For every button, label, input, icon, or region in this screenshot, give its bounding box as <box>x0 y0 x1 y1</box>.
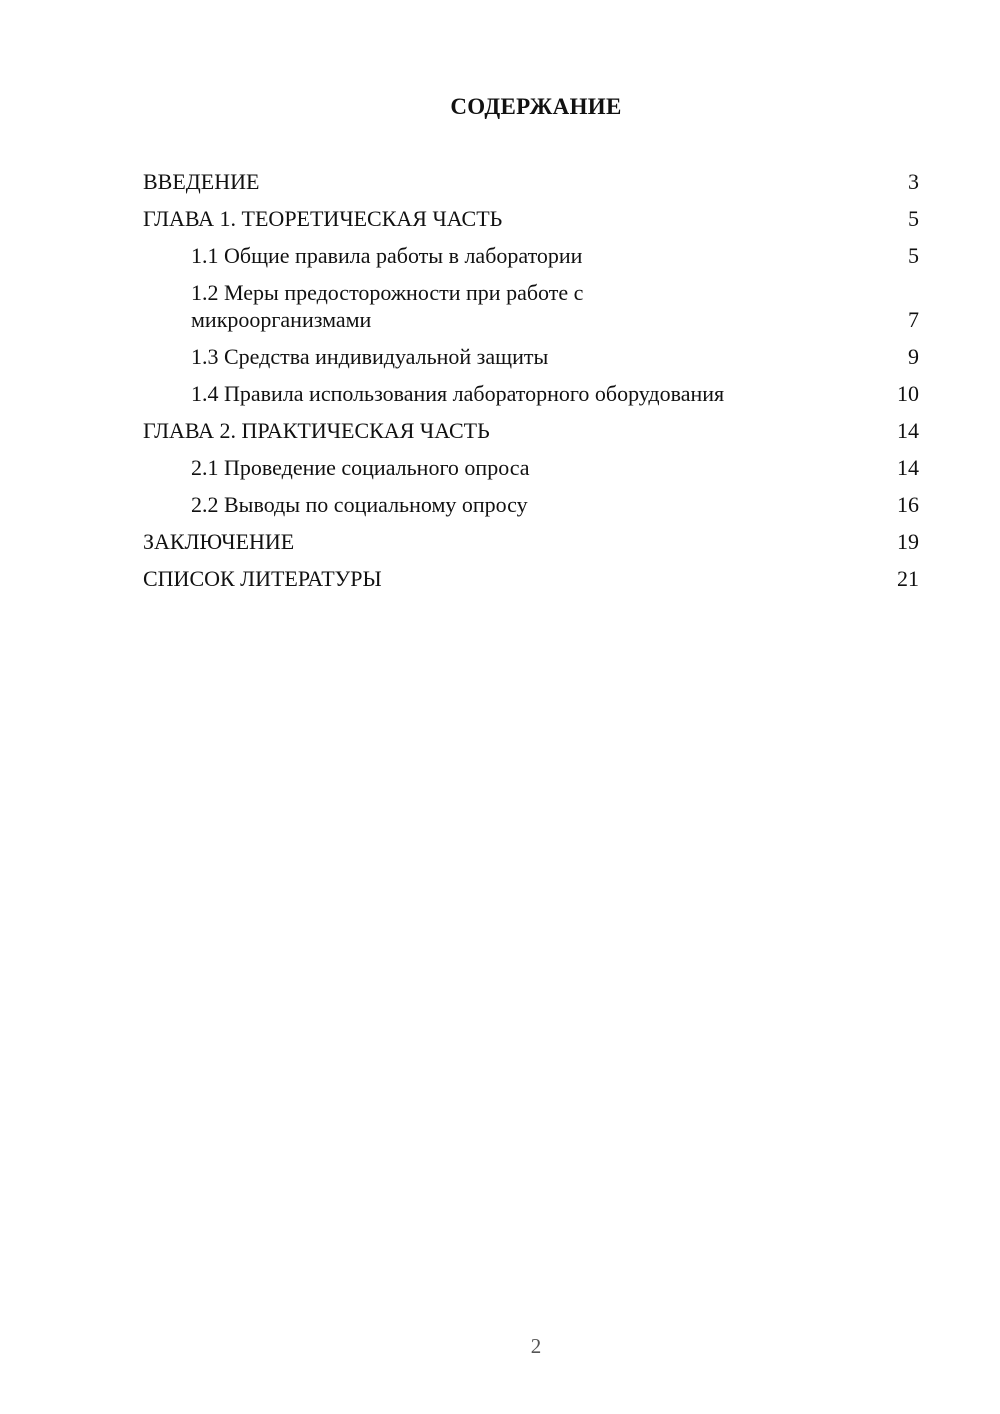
toc-entry-label: ГЛАВА 2. ПРАКТИЧЕСКАЯ ЧАСТЬ <box>143 418 490 443</box>
toc-entry-section-2-1 <box>143 454 919 481</box>
toc-entry-label: ВВЕДЕНИЕ <box>143 169 260 194</box>
toc-entry-page: 3 <box>908 169 919 194</box>
toc-entry-page: 10 <box>897 381 919 406</box>
toc-entry-page: 19 <box>897 529 919 554</box>
toc-entry-page: 16 <box>897 492 919 517</box>
toc-entry-section-2-2 <box>143 491 919 518</box>
toc-entry-label: 1.2 Меры предосторожности при работе с микроорганизмами <box>191 280 584 332</box>
toc-title: СОДЕРЖАНИЕ <box>450 94 622 119</box>
toc-entry-chapter-2 <box>143 417 919 444</box>
toc-entry-label: 1.1 Общие правила работы в лаборатории <box>191 243 583 268</box>
toc-entry-section-1-1 <box>143 242 919 269</box>
page-number: 2 <box>530 1334 542 1358</box>
toc-entry-page: 7 <box>908 307 919 332</box>
toc-entry-references <box>143 565 919 592</box>
toc-entry-label: ГЛАВА 1. ТЕОРЕТИЧЕСКАЯ ЧАСТЬ <box>143 206 503 231</box>
toc-entry-label: 2.2 Выводы по социальному опросу <box>191 492 528 517</box>
toc-entry-page: 9 <box>908 344 919 369</box>
table-of-contents <box>143 168 919 602</box>
toc-entry-introduction <box>143 168 919 195</box>
toc-entry-page: 5 <box>908 243 919 268</box>
toc-entry-page: 5 <box>908 206 919 231</box>
toc-entry-page: 14 <box>897 418 919 443</box>
toc-entry-label: ЗАКЛЮЧЕНИЕ <box>143 529 295 554</box>
toc-entry-page: 21 <box>897 566 919 591</box>
toc-entry-conclusion <box>143 528 919 555</box>
toc-entry-section-1-3 <box>143 343 919 370</box>
toc-entry-page: 14 <box>897 455 919 480</box>
toc-entry-chapter-1 <box>143 205 919 232</box>
toc-entry-label: СПИСОК ЛИТЕРАТУРЫ <box>143 566 382 591</box>
toc-entry-label: 1.3 Средства индивидуальной защиты <box>191 344 549 369</box>
toc-entry-section-1-2 <box>143 279 919 333</box>
toc-entry-section-1-4 <box>143 380 919 407</box>
toc-entry-label: 2.1 Проведение социального опроса <box>191 455 530 480</box>
toc-entry-label: 1.4 Правила использования лабораторного оборудования <box>191 381 725 406</box>
